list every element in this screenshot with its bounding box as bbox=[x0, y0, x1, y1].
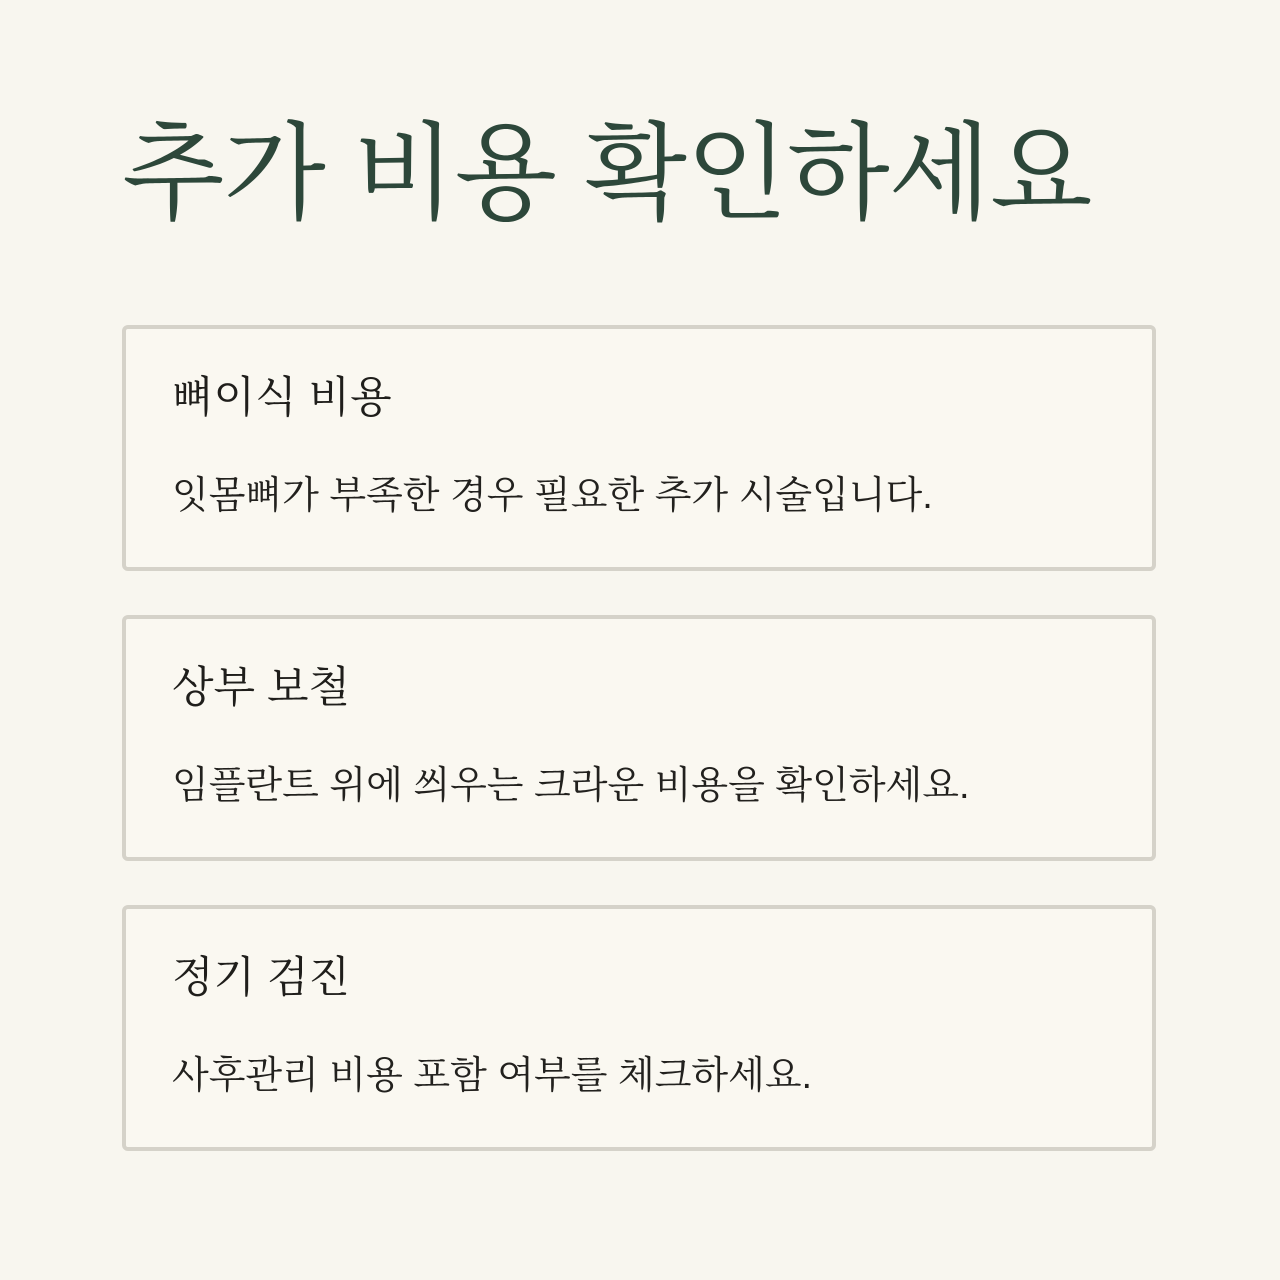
card-title: 상부 보철 bbox=[172, 664, 351, 713]
card-description: 사후관리 비용 포함 여부를 체크하세요. bbox=[172, 1055, 813, 1098]
card-description: 잇몸뼈가 부족한 경우 필요한 추가 시술입니다. bbox=[172, 475, 933, 518]
card-title: 정기 검진 bbox=[172, 954, 351, 1003]
info-page bbox=[122, 0, 1156, 1151]
page-title: 추가 비용 확인하세요 bbox=[122, 115, 1092, 233]
card-list bbox=[122, 325, 1156, 1151]
card-title: 뼈이식 비용 bbox=[172, 374, 392, 423]
card-upper-prosthesis bbox=[122, 615, 1156, 861]
card-regular-checkup bbox=[122, 905, 1156, 1151]
card-bone-graft bbox=[122, 325, 1156, 571]
card-description: 임플란트 위에 씌우는 크라운 비용을 확인하세요. bbox=[172, 765, 970, 808]
